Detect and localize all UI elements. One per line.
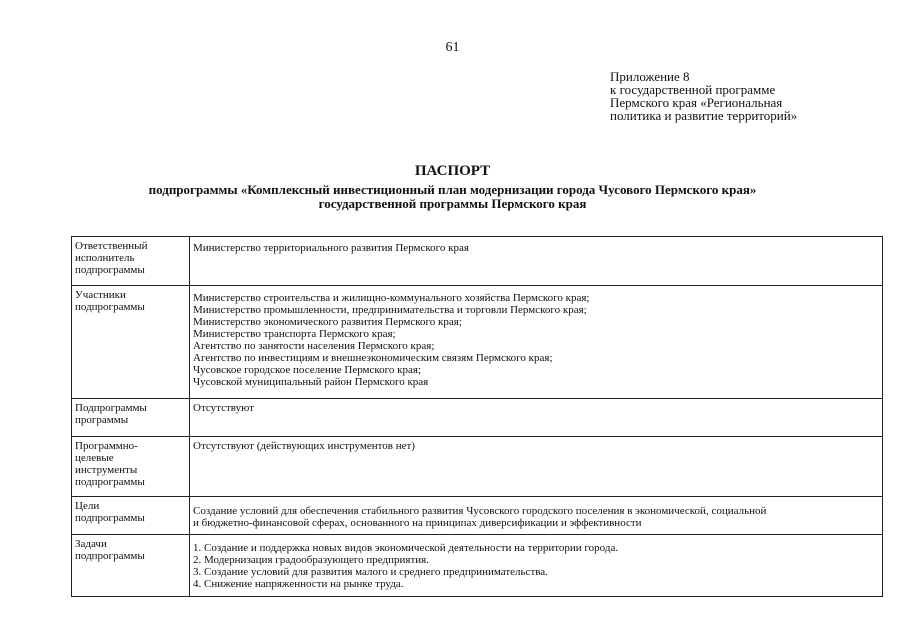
value-line: Чусовской муниципальный район Пермского края (193, 376, 429, 388)
value-line: Министерство экономического развития Пермского края; (193, 316, 462, 328)
label-line: подпрограммы (75, 264, 145, 276)
label-line: исполнитель (75, 252, 135, 264)
subtitle-line: подпрограммы «Комплексный инвестиционный план модернизации города Чусового Пермского края» (148, 182, 757, 197)
document-title: ПАСПОРТ (414, 163, 491, 179)
value-line: 1. Создание и поддержка новых видов экономической деятельности на территории города. (193, 542, 619, 554)
label-line: программы (75, 414, 129, 426)
value-line: Министерство промышленности, предпринимательства и торговли Пермского края; (193, 304, 587, 316)
label-line: целевые (75, 452, 114, 464)
value-line: 2. Модернизация градообразующего предприятия. (193, 554, 429, 566)
page-number: 61 (445, 40, 460, 55)
value-line: 3. Создание условий для развития малого и среднего предпринимательства. (193, 566, 548, 578)
value-line: и бюджетно-финансовой сферах, основанного на принципах диверсификации и эффективности (193, 517, 642, 529)
value-line: Чусовское городское поселение Пермского края; (193, 364, 422, 376)
value-line: Отсутствуют (действующих инструментов нет) (193, 440, 415, 452)
appendix-line: Приложение 8 (610, 69, 690, 84)
table-row-tasks (72, 535, 883, 597)
row-value (190, 399, 883, 437)
table-row-instruments (72, 437, 883, 497)
table-row-subprograms (72, 399, 883, 437)
value-line: Министерство строительства и жилищно-коммунального хозяйства Пермского края; (193, 292, 590, 304)
value-line: Министерство транспорта Пермского края; (193, 328, 396, 340)
label-line: Участники (75, 289, 126, 301)
appendix-line: Пермского края «Региональная (610, 95, 783, 110)
passport-table (71, 236, 883, 597)
label-line: Цели (75, 500, 100, 512)
value-line: Агентство по занятости населения Пермского края; (193, 340, 435, 352)
subtitle-line: государственной программы Пермского края (318, 196, 587, 211)
value-line: Министерство территориального развития Пермского края (193, 242, 469, 254)
row-value (190, 535, 883, 597)
label-line: подпрограммы (75, 301, 145, 313)
value-line: Создание условий для обеспечения стабильного развития Чусовского городского поселения в экономической, социальной (193, 505, 767, 517)
label-line: инструменты (75, 464, 138, 476)
row-label (72, 286, 190, 399)
row-value (190, 286, 883, 399)
row-label (72, 399, 190, 437)
row-label (72, 535, 190, 597)
label-line: Подпрограммы (75, 402, 147, 414)
label-line: подпрограммы (75, 550, 145, 562)
row-value (190, 237, 883, 286)
label-line: Ответственный (75, 240, 148, 252)
appendix-line: к государственной программе (610, 82, 776, 97)
row-label (72, 497, 190, 535)
table-row-participants (72, 286, 883, 399)
label-line: Задачи (75, 538, 107, 550)
table-row-goals (72, 497, 883, 535)
value-line: 4. Снижение напряженности на рынке труда. (193, 578, 404, 590)
label-line: подпрограммы (75, 476, 145, 488)
row-label (72, 237, 190, 286)
value-line: Агентство по инвестициям и внешнеэкономическим связям Пермского края; (193, 352, 553, 364)
table-row-responsible (72, 237, 883, 286)
appendix-note (610, 70, 870, 122)
row-value (190, 497, 883, 535)
row-value (190, 437, 883, 497)
appendix-line: политика и развитие территорий» (610, 108, 798, 123)
row-label (72, 437, 190, 497)
document-subtitle (0, 183, 905, 211)
value-line: Отсутствуют (193, 402, 254, 414)
label-line: подпрограммы (75, 512, 145, 524)
label-line: Программно- (75, 440, 138, 452)
